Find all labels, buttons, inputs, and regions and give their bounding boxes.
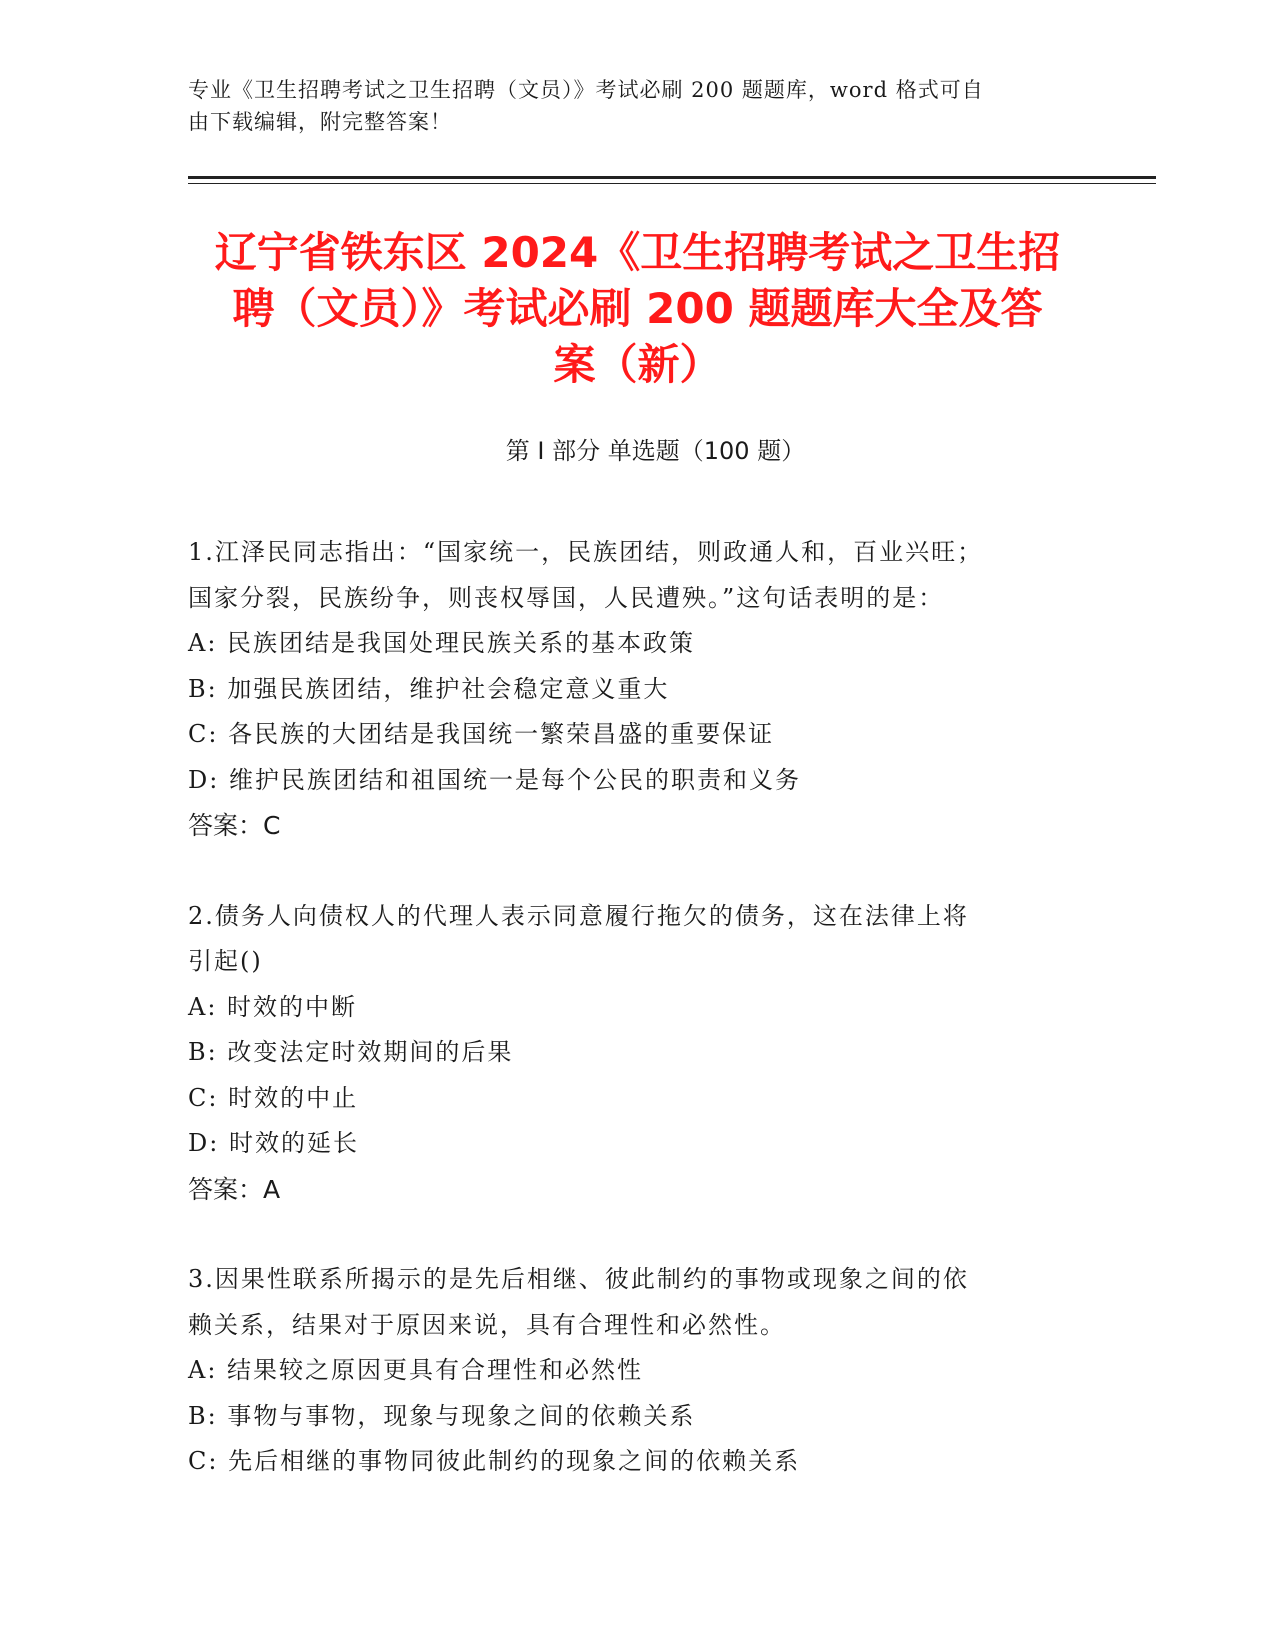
- question-stem-line: 引起(): [188, 947, 263, 975]
- question-stem-line: 1.江泽民同志指出：“国家统一，民族团结，则政通人和，百业兴旺；: [188, 538, 984, 566]
- question-3: [188, 1257, 1088, 1485]
- option-b: B: 事物与事物，现象与现象之间的依赖关系: [188, 1401, 696, 1430]
- header-divider-thin: [188, 183, 1156, 184]
- option-a: A: 时效的中断: [188, 992, 358, 1021]
- answer: 答案：A: [188, 1174, 281, 1204]
- question-1: [188, 530, 1088, 849]
- option-b: B: 加强民族团结，维护社会稳定意义重大: [188, 674, 670, 703]
- option-d: D: 时效的延长: [188, 1129, 359, 1157]
- intro-line-2: 由下载编辑，附完整答案！: [188, 110, 452, 134]
- question-2: [188, 894, 1088, 1213]
- question-stem-line: 国家分裂，民族纷争，则丧权辱国，人民遭殃。”这句话表明的是：: [188, 583, 945, 612]
- option-d: D: 维护民族团结和祖国统一是每个公民的职责和义务: [188, 765, 801, 794]
- option-c: C: 先后相继的事物同彼此制约的现象之间的依赖关系: [188, 1447, 801, 1475]
- question-list: [188, 530, 1088, 1530]
- option-b: B: 改变法定时效期间的后果: [188, 1038, 514, 1066]
- question-stem-line: 3.因果性联系所揭示的是先后相继、彼此制约的事物或现象之间的依: [188, 1265, 969, 1293]
- document-title: [170, 225, 1105, 393]
- question-stem-line: 2.债务人向债权人的代理人表示同意履行拖欠的债务，这在法律上将: [188, 901, 969, 930]
- intro-text: [188, 74, 1088, 138]
- section-title: 第 I 部分 单选题（100 题）: [505, 437, 806, 465]
- question-stem-line: 赖关系，结果对于原因来说，具有合理性和必然性。: [188, 1310, 786, 1339]
- answer: 答案：C: [188, 811, 281, 840]
- intro-line-1: 专业《卫生招聘考试之卫生招聘（文员）》考试必刷 200 题题库，word 格式可自: [188, 78, 984, 102]
- option-a: A: 民族团结是我国处理民族关系的基本政策: [188, 629, 696, 657]
- title-line-2: 聘（文员）》考试必刷 200 题题库大全及答: [232, 284, 1043, 333]
- title-line-3: 案（新）: [553, 340, 722, 389]
- title-line-1: 辽宁省铁东区 2024《卫生招聘考试之卫生招: [214, 228, 1061, 277]
- option-a: A: 结果较之原因更具有合理性和必然性: [188, 1356, 644, 1384]
- option-c: C: 各民族的大团结是我国统一繁荣昌盛的重要保证: [188, 720, 775, 748]
- header-divider-thick: [188, 176, 1156, 179]
- option-c: C: 时效的中止: [188, 1083, 359, 1112]
